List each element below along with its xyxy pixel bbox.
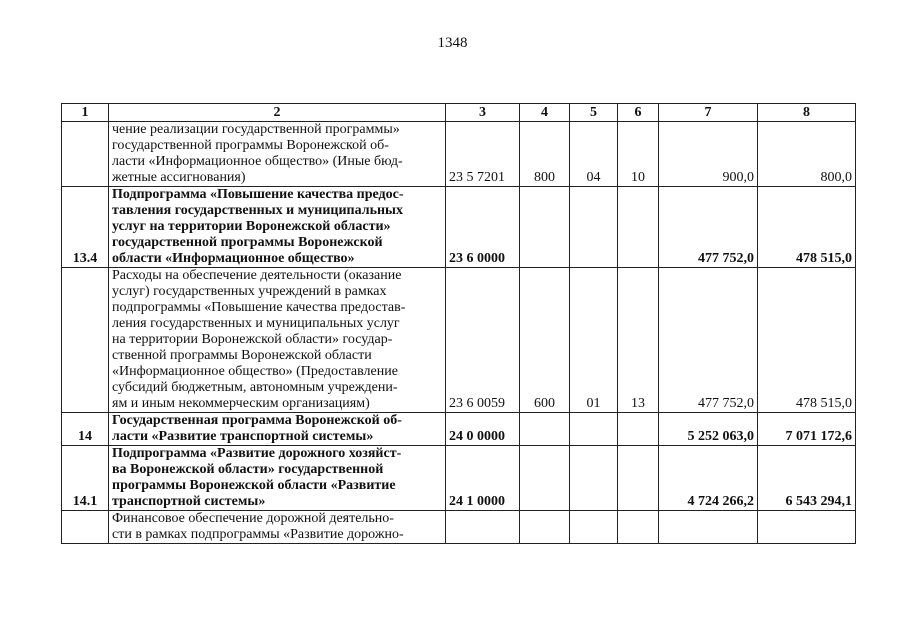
row-number-cell [62, 268, 109, 413]
row-name-line: ласти «Развитие транспортной системы» [112, 429, 374, 444]
expense-type-cell [520, 511, 570, 544]
row-name-line: услуг) государственных учреждений в рамках [112, 284, 387, 299]
row-name-line: Подпрограмма «Повышение качества предос- [112, 187, 404, 202]
section-cell: 04 [570, 122, 618, 187]
amount-year1-cell: 4 724 266,2 [659, 446, 758, 511]
section-cell [570, 413, 618, 446]
row-name-cell [109, 268, 446, 413]
row-name-line: сти в рамках подпрограммы «Развитие дорожно- [112, 527, 404, 542]
row-name-line: ва Воронежской области» государственной [112, 462, 384, 477]
section-cell [570, 511, 618, 544]
row-name-line: ям и иным некоммерческим организациям) [112, 396, 370, 411]
row-name-line: «Информационное общество» (Предоставление [112, 364, 398, 379]
row-name-line: государственной программы Воронежской об- [112, 138, 389, 153]
amount-year1-cell: 477 752,0 [659, 187, 758, 268]
amount-year1-cell: 900,0 [659, 122, 758, 187]
row-name-line: субсидий бюджетным, автономным учреждени- [112, 380, 398, 395]
column-header: 3 [446, 104, 520, 122]
row-name-line: ления государственных и муниципальных услуг [112, 316, 400, 331]
subsection-cell [618, 511, 659, 544]
column-header: 4 [520, 104, 570, 122]
subsection-cell [618, 413, 659, 446]
amount-year2-cell: 6 543 294,1 [758, 446, 856, 511]
row-name-line: ственной программы Воронежской области [112, 348, 372, 363]
row-name-cell [109, 122, 446, 187]
table-row [62, 446, 856, 511]
row-number-cell: 13.4 [62, 187, 109, 268]
row-number-cell: 14.1 [62, 446, 109, 511]
amount-year2-cell: 800,0 [758, 122, 856, 187]
expense-type-cell: 800 [520, 122, 570, 187]
row-name-line: Расходы на обеспечение деятельности (оказание [112, 268, 402, 283]
target-code-cell: 23 6 0000 [446, 187, 520, 268]
column-header: 1 [62, 104, 109, 122]
table-row [62, 413, 856, 446]
row-name-cell [109, 187, 446, 268]
subsection-cell [618, 446, 659, 511]
subsection-cell [618, 187, 659, 268]
row-name-line: услуг на территории Воронежской области» [112, 219, 391, 234]
section-cell [570, 446, 618, 511]
row-name-line: Финансовое обеспечение дорожной деятельно- [112, 511, 394, 526]
amount-year2-cell: 478 515,0 [758, 268, 856, 413]
table-row [62, 122, 856, 187]
section-cell: 01 [570, 268, 618, 413]
column-header: 2 [109, 104, 446, 122]
row-name-line: жетные ассигнования) [112, 170, 246, 185]
column-header: 7 [659, 104, 758, 122]
expense-type-cell [520, 187, 570, 268]
section-cell [570, 187, 618, 268]
row-name-line: ласти «Информационное общество» (Иные бюд- [112, 154, 403, 169]
table-row [62, 187, 856, 268]
amount-year2-cell [758, 511, 856, 544]
table-row [62, 268, 856, 413]
column-header: 6 [618, 104, 659, 122]
amount-year1-cell [659, 511, 758, 544]
amount-year1-cell: 477 752,0 [659, 268, 758, 413]
target-code-cell: 24 1 0000 [446, 446, 520, 511]
target-code-cell: 23 6 0059 [446, 268, 520, 413]
page-number: 1348 [437, 35, 468, 51]
row-number-cell [62, 122, 109, 187]
row-number-cell: 14 [62, 413, 109, 446]
table-body [62, 122, 856, 544]
row-name-cell [109, 511, 446, 544]
row-name-cell [109, 413, 446, 446]
subsection-cell: 13 [618, 268, 659, 413]
row-name-cell [109, 446, 446, 511]
column-header: 5 [570, 104, 618, 122]
row-name-line: программы Воронежской области «Развитие [112, 478, 396, 493]
expense-type-cell [520, 446, 570, 511]
row-name-line: на территории Воронежской области» государ- [112, 332, 393, 347]
expense-type-cell: 600 [520, 268, 570, 413]
row-name-line: транспортной системы» [112, 494, 266, 509]
target-code-cell [446, 511, 520, 544]
subsection-cell: 10 [618, 122, 659, 187]
row-name-line: Подпрограмма «Развитие дорожного хозяйст- [112, 446, 402, 461]
row-name-line: области «Информационное общество» [112, 251, 355, 266]
target-code-cell: 23 5 7201 [446, 122, 520, 187]
target-code-cell: 24 0 0000 [446, 413, 520, 446]
amount-year1-cell: 5 252 063,0 [659, 413, 758, 446]
row-name-line: подпрограммы «Повышение качества предостав- [112, 300, 406, 315]
row-number-cell [62, 511, 109, 544]
amount-year2-cell: 7 071 172,6 [758, 413, 856, 446]
expense-type-cell [520, 413, 570, 446]
budget-table [61, 103, 856, 544]
header-row [62, 104, 856, 122]
amount-year2-cell: 478 515,0 [758, 187, 856, 268]
row-name-line: государственной программы Воронежской [112, 235, 383, 250]
row-name-line: Государственная программа Воронежской об- [112, 413, 402, 428]
column-header: 8 [758, 104, 856, 122]
table-row [62, 511, 856, 544]
row-name-line: чение реализации государственной программы» [112, 122, 400, 137]
row-name-line: тавления государственных и муниципальных [112, 203, 403, 218]
